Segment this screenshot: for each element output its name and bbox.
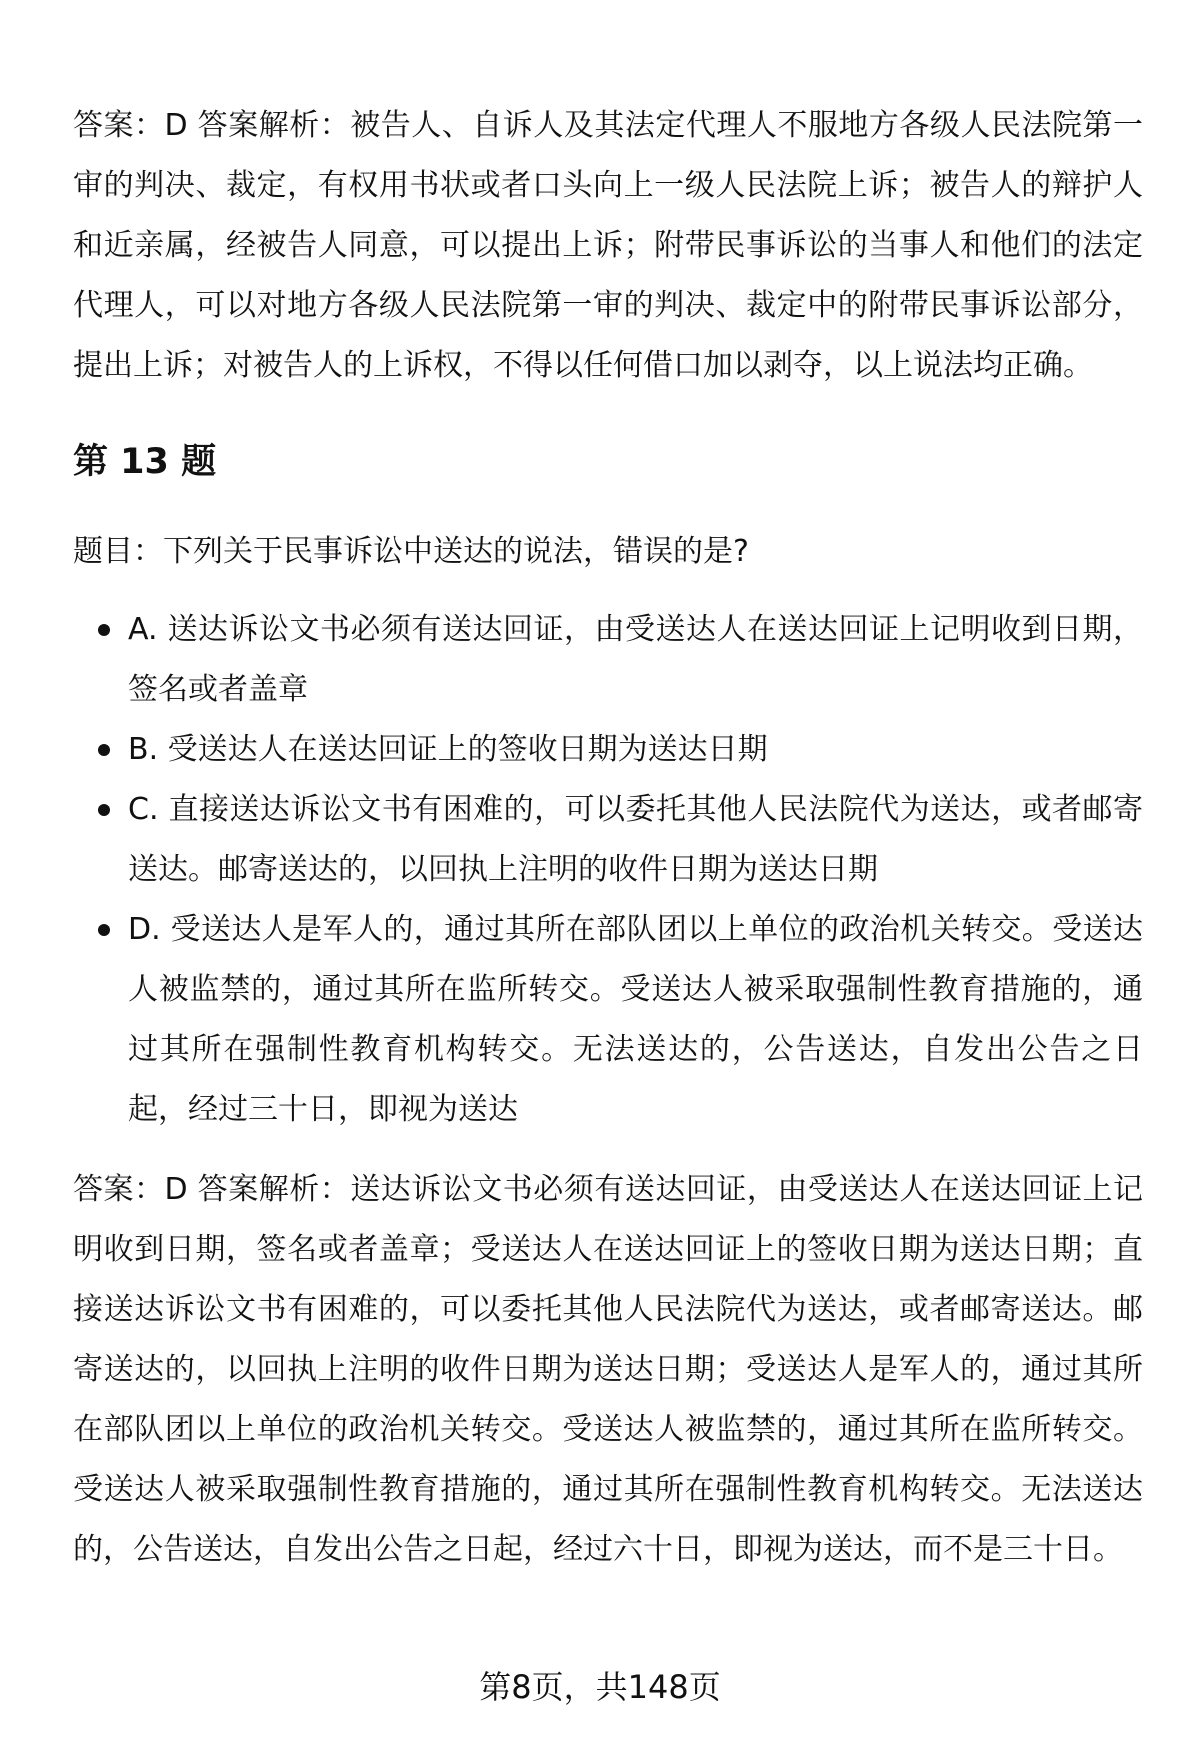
option-a-text: A. 送达诉讼文书必须有送达回证，由受送达人在送达回证上记明收到日期，签名或者盖章 [128,612,1143,707]
option-b-text: B. 受送达人在送达回证上的签收日期为送达日期 [128,732,768,767]
bullet-icon [98,744,110,756]
option-c-text: C. 直接送达诉讼文书有困难的，可以委托其他人民法院代为送达，或者邮寄送达。邮寄送达的，以回执上注明的收件日期为送达日期 [128,792,1143,887]
options-list [73,600,1143,1140]
question-heading: 第 13 题 [73,442,217,482]
previous-answer-text: 答案：D 答案解析：被告人、自诉人及其法定代理人不服地方各级人民法院第一审的判决、裁定，有权用书状或者口头向上一级人民法院上诉；被告人的辩护人和近亲属，经被告人同意，可以提出上诉；附带民事诉讼的当事人和他们的法定代理人，可以对地方各级人民法院第一审的判决、裁定中的附带民事诉讼部分，提出上诉；对被告人的上诉权，不得以任何借口加以剥夺，以上说法均正确。 [73,108,1143,383]
page-number: 第8页，共148页 [479,1668,721,1706]
option-d [73,900,1143,1140]
option-b [73,720,1143,780]
bullet-icon [98,924,110,936]
document-page [73,96,1143,1580]
option-c [73,780,1143,900]
bullet-icon [98,624,110,636]
bullet-icon [98,804,110,816]
option-d-text: D. 受送达人是军人的，通过其所在部队团以上单位的政治机关转交。受送达人被监禁的，通过其所在监所转交。受送达人被采取强制性教育措施的，通过其所在强制性教育机构转交。无法送达的，公告送达，自发出公告之日起，经过三十日，即视为送达 [128,912,1143,1127]
option-a [73,600,1143,720]
answer-explanation-text: 答案：D 答案解析：送达诉讼文书必须有送达回证，由受送达人在送达回证上记明收到日期，签名或者盖章；受送达人在送达回证上的签收日期为送达日期；直接送达诉讼文书有困难的，可以委托其他人民法院代为送达，或者邮寄送达。邮寄送达的，以回执上注明的收件日期为送达日期；受送达人是军人的，通过其所在部队团以上单位的政治机关转交。受送达人被监禁的，通过其所在监所转交。受送达人被采取强制性教育措施的，通过其所在强制性教育机构转交。无法送达的，公告送达，自发出公告之日起，经过六十日，即视为送达，而不是三十日。 [73,1172,1143,1567]
question-prompt: 题目：下列关于民事诉讼中送达的说法，错误的是? [73,534,749,569]
